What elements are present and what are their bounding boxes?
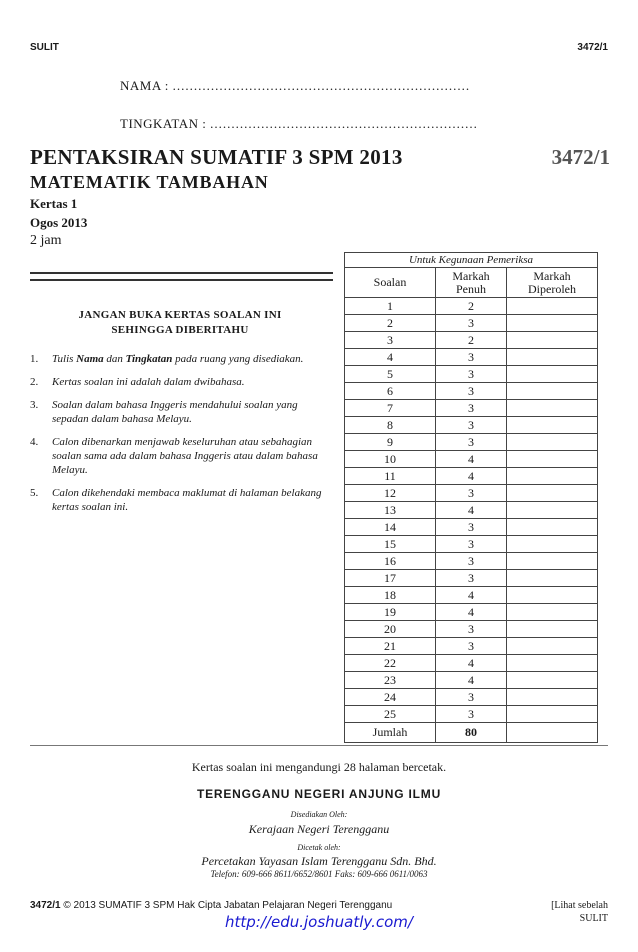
full-marks: 3: [436, 366, 507, 383]
marks-obtained-cell[interactable]: [507, 553, 598, 570]
table-row: [345, 706, 598, 723]
table-row: [345, 383, 598, 400]
full-marks: 3: [436, 570, 507, 587]
question-number: 11: [345, 468, 436, 485]
instruction-item: [30, 352, 330, 366]
question-number: 13: [345, 502, 436, 519]
instruction-number: 1.: [30, 353, 39, 365]
marks-obtained-cell[interactable]: [507, 366, 598, 383]
full-marks: 2: [436, 298, 507, 315]
table-row: [345, 417, 598, 434]
lihat-sebelah: [Lihat sebelah: [551, 900, 608, 911]
marks-obtained-cell[interactable]: [507, 672, 598, 689]
table-row: [345, 468, 598, 485]
exam-date: Ogos 2013: [30, 215, 88, 230]
table-row: [345, 519, 598, 536]
instruction-text: Kertas soalan ini adalah dalam dwibahasa.: [52, 376, 245, 388]
instruction-item: [30, 398, 330, 426]
marks-obtained-cell[interactable]: [507, 298, 598, 315]
marks-obtained-cell[interactable]: [507, 417, 598, 434]
instruction-text: dan: [103, 353, 126, 365]
full-marks: 3: [436, 434, 507, 451]
instruction-text: Tulis: [52, 353, 77, 365]
marks-obtained-cell[interactable]: [507, 570, 598, 587]
full-marks: 3: [436, 485, 507, 502]
source-url[interactable]: http://edu.joshuatly.com/: [225, 913, 413, 931]
header-markah-diperoleh-line1: Markah: [533, 268, 571, 283]
printed-by: Percetakan Yayasan Islam Terengganu Sdn. Bhd.: [201, 854, 437, 868]
tingkatan-label: TINGKATAN :: [120, 116, 207, 131]
warning-line-1: JANGAN BUKA KERTAS SOALAN INI: [78, 309, 282, 321]
marks-obtained-cell[interactable]: [507, 468, 598, 485]
table-row: [345, 570, 598, 587]
full-marks: 4: [436, 672, 507, 689]
table-row: [345, 298, 598, 315]
footer-copyright: © 2013 SUMATIF 3 SPM Hak Cipta Jabatan Pelajaran Negeri Terengganu: [63, 900, 393, 911]
full-marks: 3: [436, 706, 507, 723]
copyright-line: [30, 900, 392, 911]
marks-obtained-cell[interactable]: [507, 604, 598, 621]
full-marks: 3: [436, 383, 507, 400]
question-number: 7: [345, 400, 436, 417]
question-number: 21: [345, 638, 436, 655]
marks-table-caption: Untuk Kegunaan Pemeriksa: [345, 253, 598, 268]
page-count-note: Kertas soalan ini mengandungi 28 halaman bercetak.: [191, 760, 447, 774]
prepared-by: Kerajaan Negeri Terengganu: [248, 822, 390, 836]
marks-obtained-cell[interactable]: [507, 519, 598, 536]
question-number: 12: [345, 485, 436, 502]
instruction-number: 5.: [30, 487, 39, 499]
table-row: [345, 451, 598, 468]
header-markah-penuh-line1: Markah: [452, 268, 490, 283]
header-markah-penuh: [436, 268, 507, 298]
warning-block: [30, 308, 330, 338]
instruction-number: 2.: [30, 376, 39, 388]
table-row: [345, 536, 598, 553]
instruction-item: [30, 435, 330, 477]
question-number: 23: [345, 672, 436, 689]
total-label: Jumlah: [345, 723, 436, 743]
table-row: [345, 366, 598, 383]
nama-dots: ......................................................................: [172, 78, 471, 93]
instruction-text: Calon dibenarkan menjawab keseluruhan atau sebahagian soalan sama ada dalam bahasa Inggeris atau dalam bahasa Melayu.: [52, 436, 318, 476]
table-row: [345, 621, 598, 638]
marks-obtained-cell[interactable]: [507, 400, 598, 417]
exam-duration: 2 jam: [30, 233, 62, 248]
full-marks: 3: [436, 400, 507, 417]
marks-obtained-cell[interactable]: [507, 485, 598, 502]
nama-field: [120, 78, 470, 94]
tingkatan-dots: ...............................................................: [210, 116, 478, 131]
full-marks: 4: [436, 451, 507, 468]
tingkatan-field: [120, 116, 478, 132]
table-row: [345, 434, 598, 451]
full-marks: 3: [436, 638, 507, 655]
prepared-label: Disediakan Oleh:: [290, 810, 348, 819]
table-row: [345, 587, 598, 604]
marks-obtained-cell[interactable]: [507, 502, 598, 519]
question-number: 22: [345, 655, 436, 672]
instruction-bold: Nama: [76, 353, 104, 365]
table-row: [345, 502, 598, 519]
total-row: [345, 723, 598, 743]
table-row: [345, 553, 598, 570]
marks-obtained-cell[interactable]: [507, 383, 598, 400]
printed-label: Dicetak oleh:: [297, 843, 341, 852]
table-row: [345, 349, 598, 366]
full-marks: 3: [436, 349, 507, 366]
paper-number: Kertas 1: [30, 196, 78, 211]
table-row: [345, 400, 598, 417]
instruction-bold: Tingkatan: [125, 353, 173, 365]
full-marks: 4: [436, 468, 507, 485]
question-number: 6: [345, 383, 436, 400]
full-marks: 3: [436, 315, 507, 332]
question-number: 5: [345, 366, 436, 383]
table-row: [345, 638, 598, 655]
instructions: [30, 352, 330, 523]
marks-obtained-cell[interactable]: [507, 536, 598, 553]
table-row: [345, 315, 598, 332]
question-number: 16: [345, 553, 436, 570]
marks-obtained-cell[interactable]: [507, 689, 598, 706]
marks-obtained-cell[interactable]: [507, 587, 598, 604]
header-markah-diperoleh-line2: Diperoleh: [528, 281, 576, 296]
question-number: 9: [345, 434, 436, 451]
marks-obtained-cell[interactable]: [507, 706, 598, 723]
marks-obtained-cell[interactable]: [507, 621, 598, 638]
marks-obtained-cell[interactable]: [507, 638, 598, 655]
question-number: 25: [345, 706, 436, 723]
sulit-label-top: SULIT: [30, 42, 59, 53]
marks-obtained-cell[interactable]: [507, 451, 598, 468]
header-markah-diperoleh: [507, 268, 598, 298]
total-value: 80: [436, 723, 507, 743]
question-number: 24: [345, 689, 436, 706]
marks-obtained-cell[interactable]: [507, 434, 598, 451]
question-number: 10: [345, 451, 436, 468]
question-number: 20: [345, 621, 436, 638]
header-soalan: Soalan: [345, 268, 436, 298]
question-number: 18: [345, 587, 436, 604]
subject-title: MATEMATIK TAMBAHAN: [30, 172, 269, 192]
question-number: 4: [345, 349, 436, 366]
phone-fax: Telefon: 609-666 8611/6652/8601 Faks: 609-666 0611/0063: [210, 869, 428, 879]
sulit-label-bottom: SULIT: [579, 913, 608, 924]
question-number: 15: [345, 536, 436, 553]
table-row: [345, 332, 598, 349]
table-row: [345, 672, 598, 689]
full-marks: 4: [436, 587, 507, 604]
motto: TERENGGANU NEGERI ANJUNG ILMU: [196, 787, 442, 801]
full-marks: 3: [436, 519, 507, 536]
header-markah-penuh-line2: Penuh: [456, 281, 486, 296]
paper-code-large: 3472/1: [551, 145, 610, 169]
nama-label: NAMA :: [120, 78, 169, 93]
marks-table: [344, 252, 598, 743]
table-row: [345, 485, 598, 502]
full-marks: 3: [436, 621, 507, 638]
instruction-text: Calon dikehendaki membaca maklumat di halaman belakang kertas soalan ini.: [52, 487, 322, 513]
table-row: [345, 655, 598, 672]
full-marks: 2: [436, 332, 507, 349]
question-number: 19: [345, 604, 436, 621]
footer-rule: [30, 745, 608, 746]
instruction-item: [30, 486, 330, 514]
total-obtained-cell[interactable]: [507, 723, 598, 743]
question-number: 1: [345, 298, 436, 315]
table-row: [345, 604, 598, 621]
question-number: 3: [345, 332, 436, 349]
full-marks: 4: [436, 655, 507, 672]
question-number: 2: [345, 315, 436, 332]
marks-obtained-cell[interactable]: [507, 315, 598, 332]
instruction-text: Soalan dalam bahasa Inggeris mendahului soalan yang sepadan dalam bahasa Melayu.: [52, 399, 298, 425]
exam-title: PENTAKSIRAN SUMATIF 3 SPM 2013: [30, 145, 403, 169]
full-marks: 3: [436, 689, 507, 706]
instruction-item: [30, 375, 330, 389]
instruction-text: pada ruang yang disediakan.: [172, 353, 304, 365]
full-marks: 3: [436, 417, 507, 434]
marks-obtained-cell[interactable]: [507, 332, 598, 349]
instruction-number: 3.: [30, 399, 39, 411]
full-marks: 4: [436, 502, 507, 519]
double-rule: [30, 272, 333, 281]
paper-code-top: 3472/1: [577, 42, 608, 53]
instruction-number: 4.: [30, 436, 39, 448]
marks-obtained-cell[interactable]: [507, 655, 598, 672]
question-number: 17: [345, 570, 436, 587]
table-row: [345, 689, 598, 706]
full-marks: 4: [436, 604, 507, 621]
warning-line-2: SEHINGGA DIBERITAHU: [111, 324, 249, 336]
footer-code: 3472/1: [30, 900, 61, 911]
question-number: 8: [345, 417, 436, 434]
marks-obtained-cell[interactable]: [507, 349, 598, 366]
full-marks: 3: [436, 536, 507, 553]
full-marks: 3: [436, 553, 507, 570]
question-number: 14: [345, 519, 436, 536]
